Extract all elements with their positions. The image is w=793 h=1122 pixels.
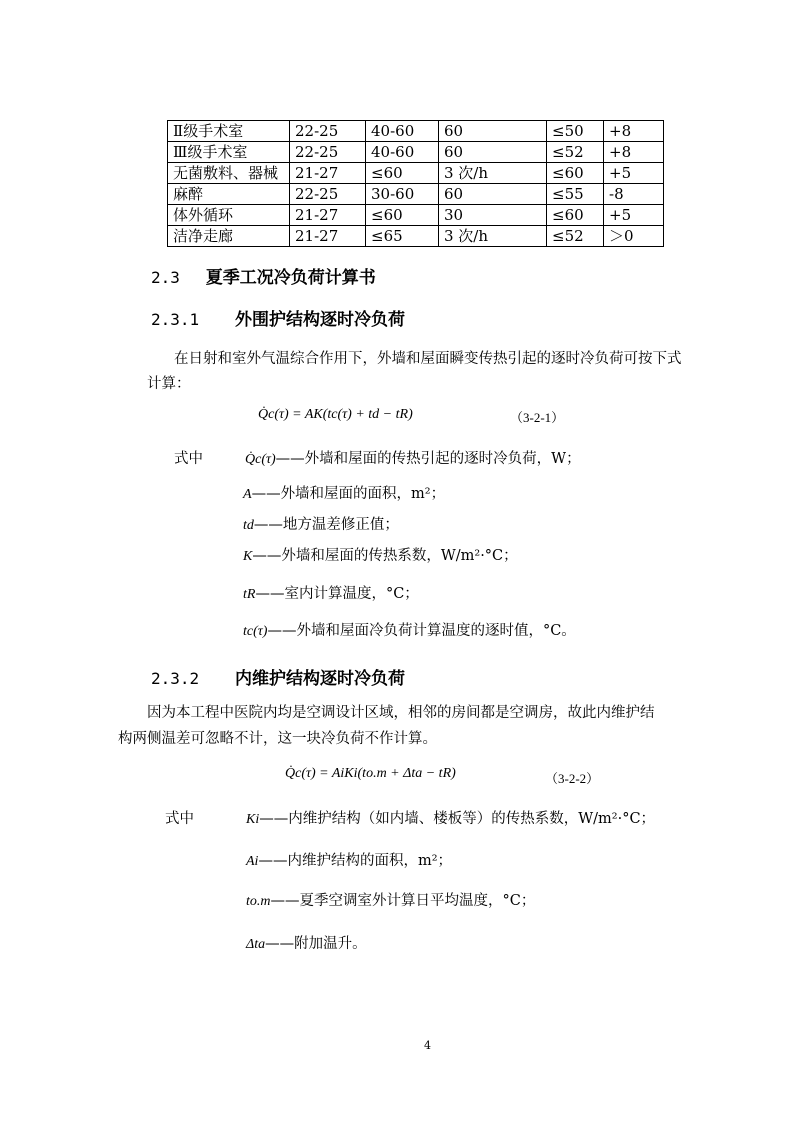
table-cell: 洁净走廊 xyxy=(168,226,290,247)
definition-text: ——外墙和屋面的面积，m²； xyxy=(251,486,446,502)
definition-line xyxy=(243,582,419,603)
section-heading-2-3-2 xyxy=(151,664,405,689)
table-cell: ≤60 xyxy=(547,205,604,226)
section-heading-2-3 xyxy=(151,263,376,288)
table-cell: 30 xyxy=(439,205,547,226)
table-cell: ≤60 xyxy=(547,163,604,184)
table-cell: 40-60 xyxy=(366,121,439,142)
symbol: A xyxy=(243,487,252,502)
symbol: to.m xyxy=(246,894,271,909)
symbol: Ki xyxy=(246,812,260,827)
section-heading-2-3-1 xyxy=(151,305,405,330)
table-cell: ≤60 xyxy=(366,163,439,184)
table-row xyxy=(168,121,664,142)
definition-line xyxy=(243,513,399,534)
symbol: td xyxy=(243,518,254,533)
table-cell: ≤52 xyxy=(547,226,604,247)
table-cell: 30-60 xyxy=(366,184,439,205)
table-cell: ＞0 xyxy=(604,226,664,247)
paragraph-line: 计算： xyxy=(147,376,191,392)
definition-line xyxy=(246,807,655,828)
definition-text: ——地方温差修正值； xyxy=(253,517,399,533)
definition-text: ——外墙和屋面的传热系数，W/m²·°C； xyxy=(252,548,518,564)
table-cell: 3 次/h xyxy=(439,226,547,247)
table-row xyxy=(168,142,664,163)
table-cell: 60 xyxy=(439,121,547,142)
table-cell: ≤50 xyxy=(547,121,604,142)
table-cell: Ⅲ级手术室 xyxy=(168,142,290,163)
section-number: 2.3 xyxy=(151,268,180,287)
definition-text: ——内维护结构的面积，m²； xyxy=(258,853,453,869)
paragraph-line: 在日射和室外气温综合作用下，外墙和屋面瞬变传热引起的逐时冷负荷可按下式 xyxy=(174,351,682,367)
table-cell: ≤55 xyxy=(547,184,604,205)
table-cell: 22-25 xyxy=(290,121,366,142)
section-number: 2.3.2 xyxy=(151,669,200,688)
definition-text: ——室内计算温度，°C； xyxy=(255,586,419,602)
page-number: 4 xyxy=(424,1039,431,1052)
section-title: 内维护结构逐时冷负荷 xyxy=(235,669,406,689)
section-title: 外围护结构逐时冷负荷 xyxy=(235,310,406,330)
table-cell: 22-25 xyxy=(290,142,366,163)
table-cell: +5 xyxy=(604,163,664,184)
definition-text: ——内维护结构（如内墙、楼板等）的传热系数，W/m²·°C； xyxy=(259,811,656,827)
table-cell: ≤65 xyxy=(366,226,439,247)
paragraph-line: 因为本工程中医院内均是空调设计区域，相邻的房间都是空调房，故此内维护结 xyxy=(147,705,655,721)
table-cell: ≤52 xyxy=(547,142,604,163)
symbol: tR xyxy=(243,587,256,602)
definition-line xyxy=(243,619,576,640)
table-row xyxy=(168,163,664,184)
paragraph-line: 构两侧温差可忽略不计，这一块冷负荷不作计算。 xyxy=(118,731,437,747)
definition-line xyxy=(245,447,581,468)
table-cell: +8 xyxy=(604,142,664,163)
table-cell: 21-27 xyxy=(290,226,366,247)
definition-line xyxy=(246,932,367,953)
definition-text: ——外墙和屋面的传热引起的逐时冷负荷，W； xyxy=(275,451,581,467)
symbol: Ai xyxy=(246,854,259,869)
equation-number: （3-2-1） xyxy=(510,410,565,425)
table-cell: 21-27 xyxy=(290,205,366,226)
section-number: 2.3.1 xyxy=(151,310,200,329)
table-row xyxy=(168,205,664,226)
table-cell: Ⅱ级手术室 xyxy=(168,121,290,142)
table-cell: ≤60 xyxy=(366,205,439,226)
table-cell: 60 xyxy=(439,142,547,163)
definition-text: ——外墙和屋面冷负荷计算温度的逐时值，°C。 xyxy=(267,623,576,639)
table-cell: 40-60 xyxy=(366,142,439,163)
where-label: 式中 xyxy=(174,451,203,467)
equation-3-2-2: Q̇c(τ) = AiKi(to.m + Δta − tR) xyxy=(285,766,456,781)
definition-line xyxy=(246,889,535,910)
symbol: K xyxy=(243,549,253,564)
table-row xyxy=(168,184,664,205)
table-row xyxy=(168,226,664,247)
table-cell: 3 次/h xyxy=(439,163,547,184)
definition-text: ——夏季空调室外计算日平均温度，°C； xyxy=(270,893,536,909)
section-title: 夏季工况冷负荷计算书 xyxy=(205,268,376,288)
table-cell: 麻醉 xyxy=(168,184,290,205)
table-cell: 无菌敷料、器械 xyxy=(168,163,290,184)
symbol: Δta xyxy=(246,937,266,952)
definition-line xyxy=(243,544,518,565)
table-cell: +8 xyxy=(604,121,664,142)
symbol: Q̇c(τ) xyxy=(245,452,276,467)
symbol: tc(τ) xyxy=(243,624,268,639)
definition-line xyxy=(243,482,445,503)
table-cell: 体外循环 xyxy=(168,205,290,226)
table-cell: 22-25 xyxy=(290,184,366,205)
ac-parameter-table xyxy=(167,120,664,247)
equation-number: （3-2-2） xyxy=(545,771,600,786)
table-cell: 60 xyxy=(439,184,547,205)
where-label: 式中 xyxy=(165,811,194,827)
table-cell: -8 xyxy=(604,184,664,205)
definition-text: ——附加温升。 xyxy=(265,936,367,952)
definition-line xyxy=(246,849,452,870)
table-cell: +5 xyxy=(604,205,664,226)
equation-3-2-1: Q̇c(τ) = AK(tc(τ) + td − tR) xyxy=(258,407,413,422)
table-cell: 21-27 xyxy=(290,163,366,184)
